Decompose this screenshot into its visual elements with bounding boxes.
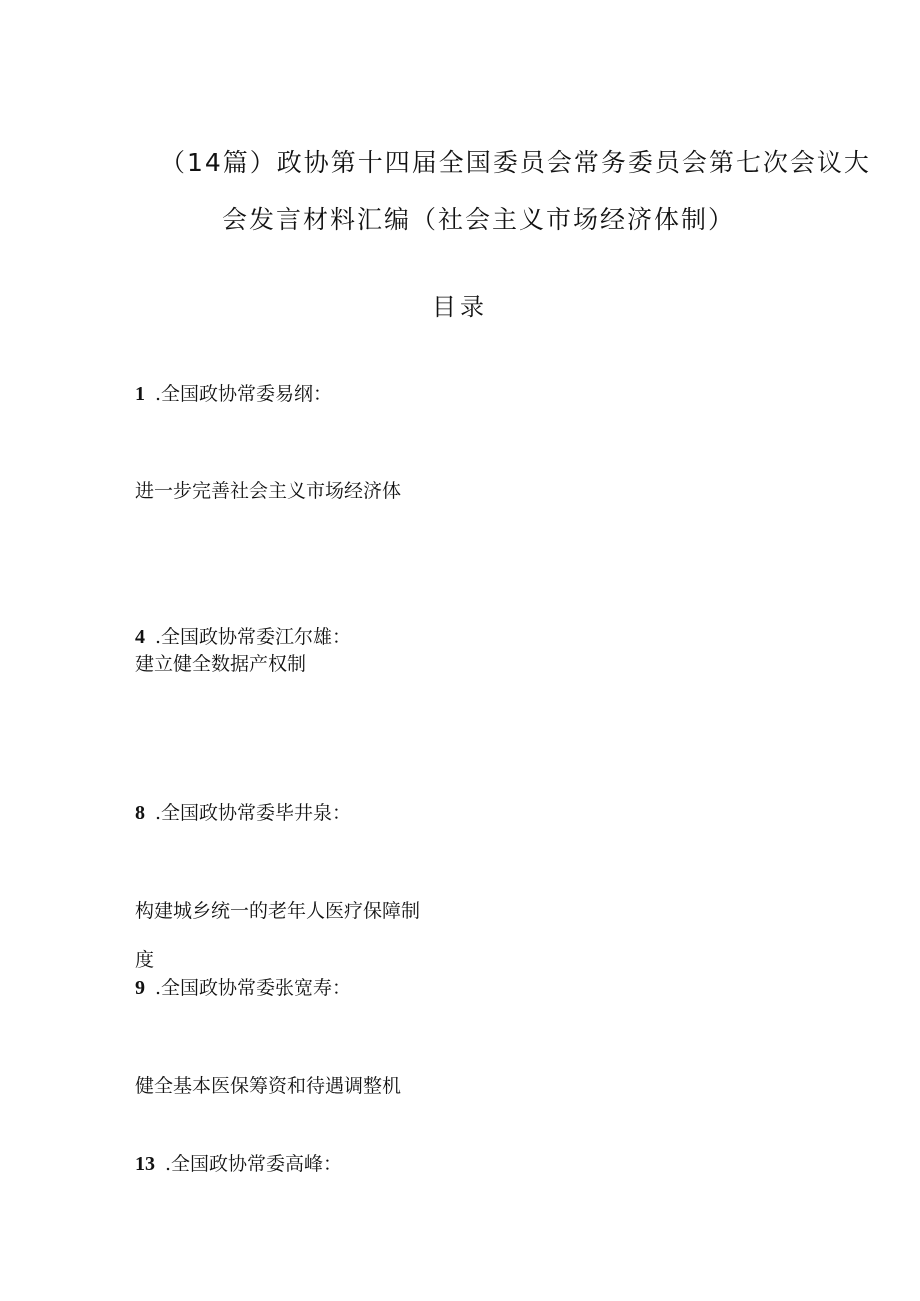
toc-entry-author[interactable]	[135, 1149, 342, 1176]
toc-heading: 目录	[432, 293, 488, 321]
toc-entry-author-name: .全国政协常委毕井泉：	[155, 802, 352, 824]
toc-entry-topic-continued[interactable]: 度	[135, 949, 155, 971]
toc-entry-number: 13	[135, 1153, 155, 1175]
title-line-1: （14篇）政协第十四届全国委员会常务委员会第七次会议大	[160, 148, 871, 177]
toc-entry-author[interactable]	[135, 622, 351, 649]
toc-entry-topic[interactable]: 建立健全数据产权制	[135, 653, 307, 675]
toc-entry-author-name: .全国政协常委江尔雄：	[155, 626, 352, 648]
toc-entry-topic[interactable]: 健全基本医保筹资和待遇调整机	[135, 1075, 402, 1097]
toc-entry-author-name: .全国政协常委易纲：	[155, 383, 333, 405]
toc-entry-topic[interactable]: 进一步完善社会主义市场经济体	[135, 480, 402, 502]
toc-entry-topic[interactable]: 构建城乡统一的老年人医疗保障制	[135, 900, 421, 922]
toc-entry-number: 9	[135, 977, 145, 999]
title-line-2: 会发言材料汇编（社会主义市场经济体制）	[222, 205, 736, 234]
toc-entry-number: 8	[135, 802, 145, 824]
toc-entry-author-name: .全国政协常委高峰：	[165, 1153, 343, 1175]
toc-entry-number: 4	[135, 626, 145, 648]
toc-entry-author[interactable]	[135, 973, 351, 1000]
toc-entry-author[interactable]	[135, 798, 351, 825]
toc-entry-number: 1	[135, 383, 145, 405]
toc-entry-author[interactable]	[135, 379, 332, 406]
toc-entry-author-name: .全国政协常委张宽寿：	[155, 977, 352, 999]
